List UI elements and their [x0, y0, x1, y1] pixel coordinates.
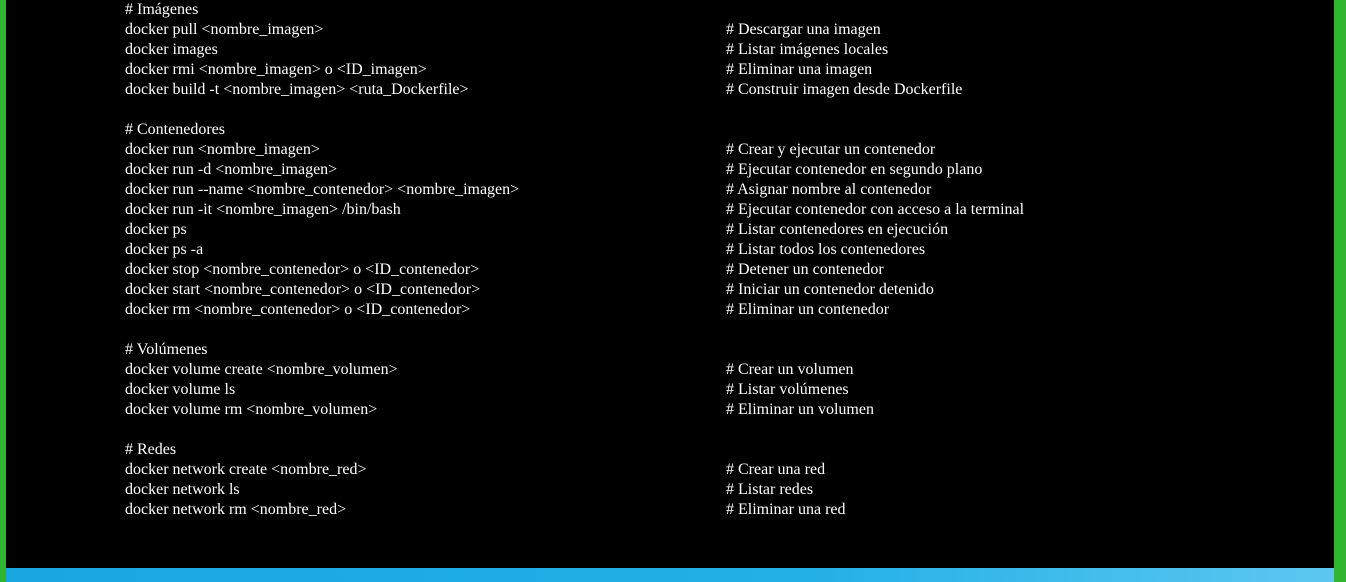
command-text: docker run --name <nombre_contenedor> <nombre_imagen>	[125, 181, 520, 198]
command-text: docker rmi <nombre_imagen> o <ID_imagen>	[125, 61, 427, 78]
command-text: docker start <nombre_contenedor> o <ID_contenedor>	[125, 281, 481, 298]
comment-text: # Detener un contenedor	[726, 261, 884, 278]
comment-text: # Iniciar un contenedor detenido	[726, 281, 934, 298]
command-text: docker network create <nombre_red>	[125, 461, 367, 478]
command-text: docker volume create <nombre_volumen>	[125, 361, 398, 378]
command-text: docker network ls	[125, 481, 240, 498]
comment-text: # Construir imagen desde Dockerfile	[726, 81, 963, 98]
command-text: docker run -d <nombre_imagen>	[125, 161, 338, 178]
command-row	[125, 480, 1225, 500]
section-heading-redes: # Redes	[125, 441, 177, 458]
comment-text: # Ejecutar contenedor en segundo plano	[726, 161, 983, 178]
command-row	[125, 380, 1225, 400]
command-row	[125, 60, 1225, 80]
command-row	[125, 160, 1225, 180]
command-text: docker volume rm <nombre_volumen>	[125, 401, 378, 418]
comment-text: # Listar redes	[726, 481, 814, 498]
command-row	[125, 200, 1225, 220]
cheat-sheet-content	[125, 0, 1225, 520]
spacer	[125, 100, 1225, 120]
command-text: docker run -it <nombre_imagen> /bin/bash	[125, 201, 401, 218]
section-heading-volumenes: # Volúmenes	[125, 341, 208, 358]
command-text: docker volume ls	[125, 381, 236, 398]
comment-text: # Eliminar un contenedor	[726, 301, 890, 318]
comment-text: # Crear y ejecutar un contenedor	[726, 141, 936, 158]
comment-text: # Eliminar una imagen	[726, 61, 873, 78]
command-text: docker stop <nombre_contenedor> o <ID_contenedor>	[125, 261, 480, 278]
command-row	[125, 300, 1225, 320]
command-row	[125, 260, 1225, 280]
command-row	[125, 180, 1225, 200]
command-row	[125, 220, 1225, 240]
spacer	[125, 320, 1225, 340]
section-heading-contenedores: # Contenedores	[125, 121, 225, 138]
comment-text: # Listar todos los contenedores	[726, 241, 926, 258]
cheat-sheet-panel	[6, 0, 1334, 568]
command-text: docker rm <nombre_contenedor> o <ID_contenedor>	[125, 301, 471, 318]
command-row	[125, 20, 1225, 40]
command-text: docker ps -a	[125, 241, 204, 258]
command-row	[125, 360, 1225, 380]
spacer	[125, 420, 1225, 440]
comment-text: # Listar contenedores en ejecución	[726, 221, 949, 238]
command-row	[125, 40, 1225, 60]
comment-text: # Eliminar una red	[726, 501, 846, 518]
command-row	[125, 460, 1225, 480]
command-text: docker pull <nombre_imagen>	[125, 21, 324, 38]
comment-text: # Listar imágenes locales	[726, 41, 889, 58]
comment-text: # Eliminar un volumen	[726, 401, 874, 418]
command-row	[125, 240, 1225, 260]
comment-text: # Asignar nombre al contenedor	[726, 181, 932, 198]
command-text: docker build -t <nombre_imagen> <ruta_Dockerfile>	[125, 81, 469, 98]
comment-text: # Descargar una imagen	[726, 21, 881, 38]
comment-text: # Crear un volumen	[726, 361, 854, 378]
command-row	[125, 140, 1225, 160]
command-text: docker images	[125, 41, 218, 58]
command-text: docker ps	[125, 221, 187, 238]
command-row	[125, 500, 1225, 520]
bottom-bar	[6, 568, 1334, 582]
command-text: docker run <nombre_imagen>	[125, 141, 320, 158]
comment-text: # Ejecutar contenedor con acceso a la terminal	[726, 201, 1025, 218]
comment-text: # Crear una red	[726, 461, 826, 478]
command-row	[125, 280, 1225, 300]
comment-text: # Listar volúmenes	[726, 381, 849, 398]
command-row	[125, 80, 1225, 100]
command-text: docker network rm <nombre_red>	[125, 501, 347, 518]
command-row	[125, 400, 1225, 420]
section-heading-imagenes: # Imágenes	[125, 1, 199, 18]
